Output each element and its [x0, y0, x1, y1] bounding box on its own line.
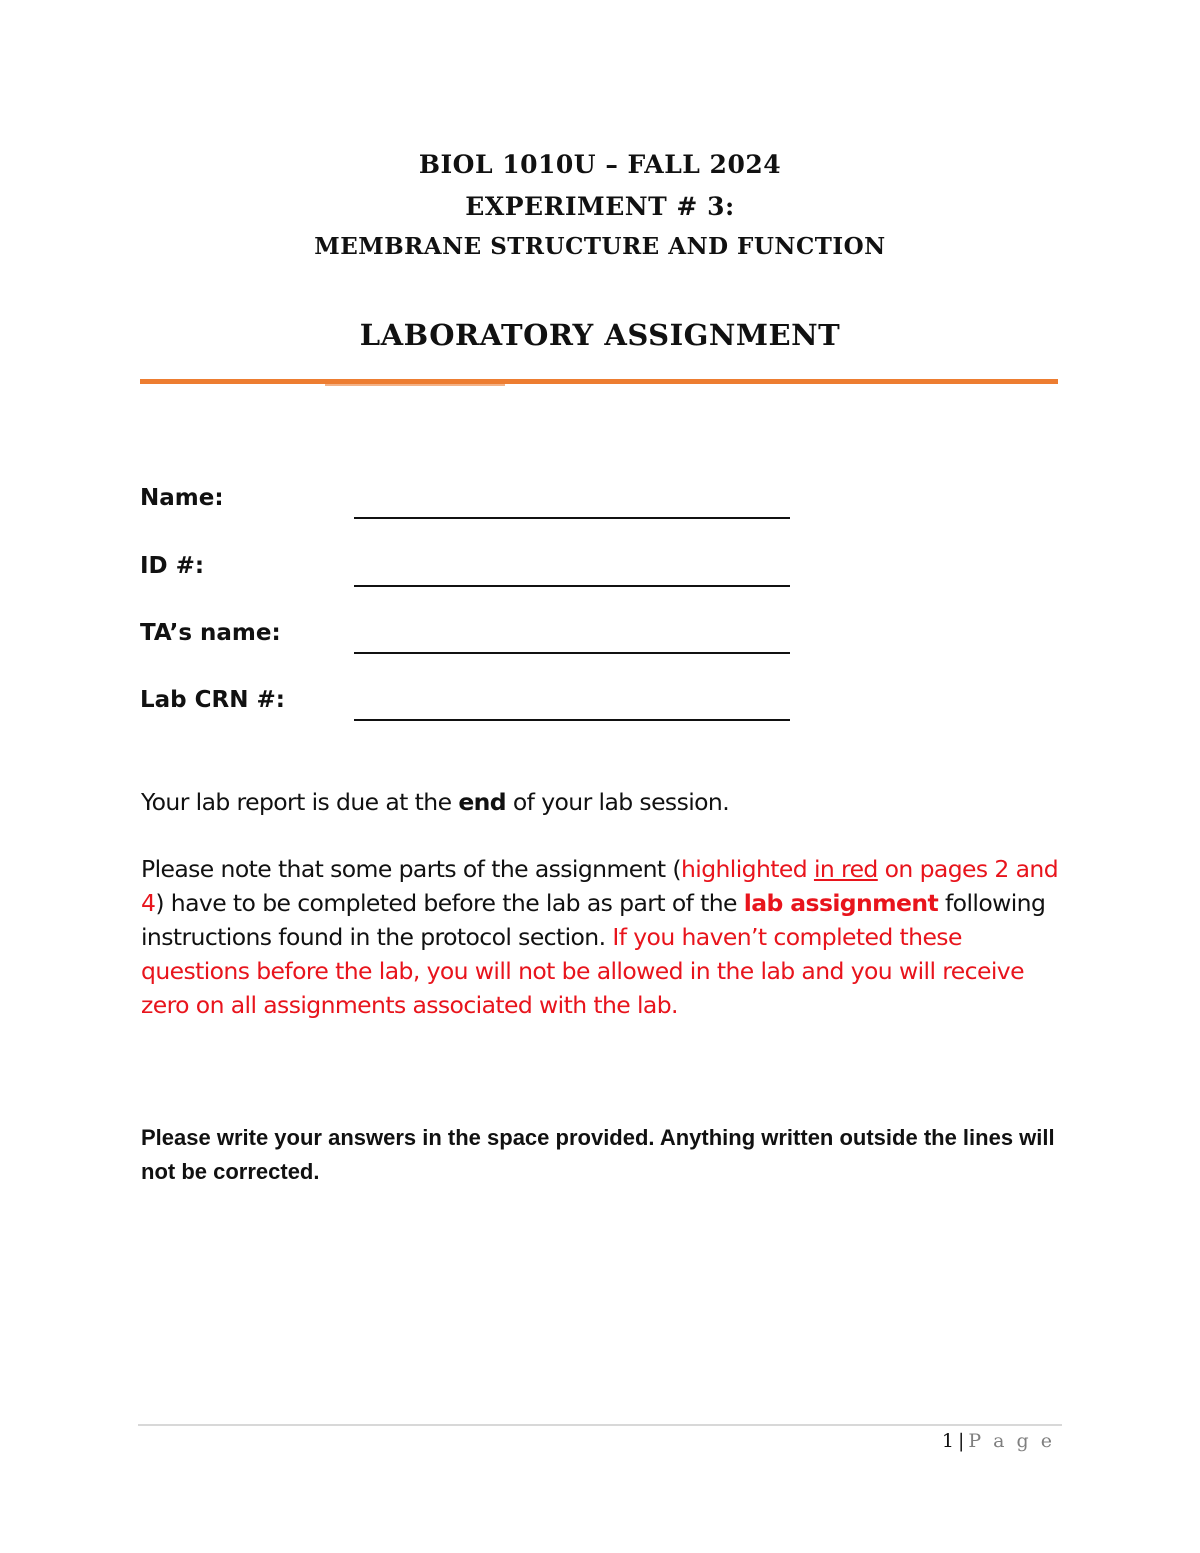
experiment-number: EXPERIMENT # 3:	[465, 192, 735, 221]
divider-accent	[325, 384, 505, 386]
note-red-underlined: in red	[813, 855, 878, 883]
warning-text: If you haven’t completed these questions before the lab, you will not be allowed in the lab and you will receive zero on all assignments associated with the lab.	[141, 923, 1024, 1019]
note-text-2: ) have to be completed before the lab as part of the	[155, 889, 744, 917]
page-footer	[942, 1430, 1055, 1452]
id-blank-line[interactable]	[354, 557, 790, 587]
orange-divider	[140, 379, 1058, 384]
document-type-heading: LABORATORY ASSIGNMENT	[359, 318, 841, 352]
pre-lab-note-paragraph	[141, 852, 1071, 1022]
page-number: 1	[941, 1430, 954, 1452]
experiment-topic: MEMBRANE STRUCTURE AND FUNCTION	[314, 233, 886, 260]
ta-name-label: TA’s name:	[140, 620, 281, 646]
course-title: BIOL 1010U – FALL 2024	[418, 150, 782, 179]
note-text-3: following instructions found in the protocol section.	[141, 889, 1046, 951]
id-label: ID #:	[140, 553, 205, 579]
answer-instruction: Please write your answers in the space provided. Anything written outside the lines will not be corrected.	[141, 1125, 1055, 1184]
id-field	[140, 553, 840, 589]
due-text-bold: end	[458, 788, 507, 816]
note-bold-red: lab assignment	[743, 889, 939, 917]
name-label: Name:	[140, 485, 224, 511]
ta-name-blank-line[interactable]	[354, 624, 790, 654]
name-field	[140, 485, 840, 521]
lab-crn-field	[140, 687, 840, 723]
footer-divider	[138, 1424, 1062, 1426]
due-text-end: of your lab session.	[506, 788, 730, 816]
note-red-text-1: highlighted	[680, 855, 814, 883]
lab-crn-blank-line[interactable]	[354, 691, 790, 721]
due-text-start: Your lab report is due at the	[141, 788, 459, 816]
name-blank-line[interactable]	[354, 489, 790, 519]
note-red-text-2: on pages 2 and 4	[141, 855, 1059, 917]
page-word: P a g e	[968, 1430, 1055, 1452]
ta-name-field	[140, 620, 840, 656]
due-date-paragraph	[141, 785, 1071, 819]
footer-separator: |	[957, 1430, 965, 1452]
lab-crn-label: Lab CRN #:	[140, 687, 285, 713]
note-text-1: Please note that some parts of the assignment (	[141, 855, 681, 883]
